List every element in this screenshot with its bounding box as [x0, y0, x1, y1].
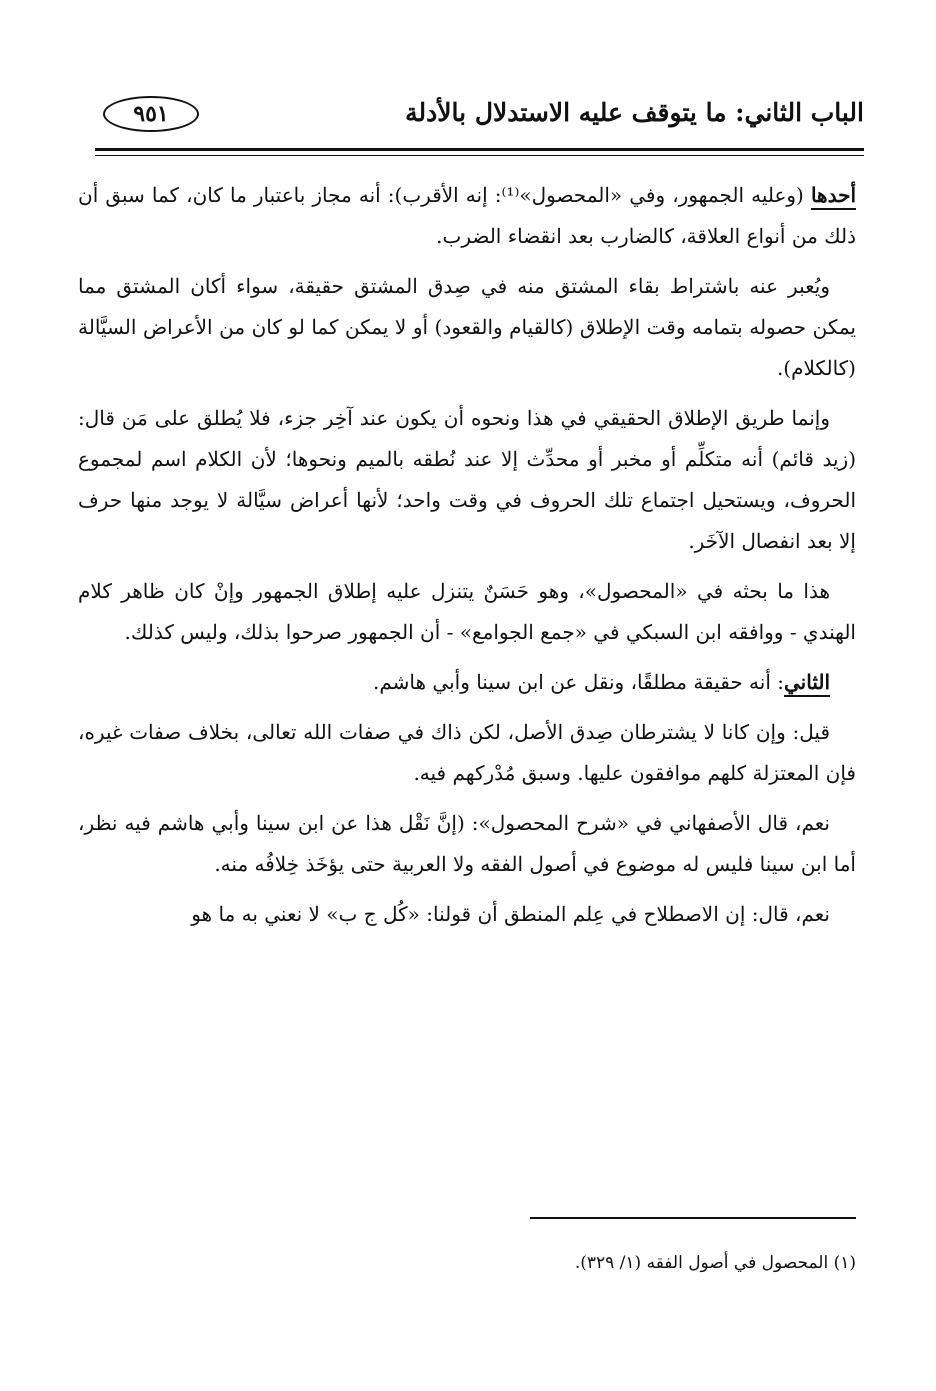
paragraph-6: [78, 712, 856, 794]
paragraph-text: ويُعبر عنه باشتراط بقاء المشتق منه في صِدق المشتق حقيقة، سواء أكان المشتق مما يمكن حصوله بتمامه وقت الإطلاق (كالقيام والقعود) أو لا يمكن كما لو كان من الأعراض السيَّالة (كالكلام).: [78, 274, 856, 380]
paragraph-text: : أنه حقيقة مطلقًا، ونقل عن ابن سينا وأبي هاشم.: [372, 670, 784, 694]
paragraph-text: قيل: وإن كانا لا يشترطان صِدق الأصل، لكن ذاك في صفات الله تعالى، بخلاف صفات غيره، فإن المعتزلة كلهم موافقون عليها. وسبق مُدْركهم فيه.: [78, 720, 856, 785]
footnote-1: (١) المحصول في أصول الفقه (١/ ٣٢٩).: [574, 1253, 856, 1273]
paragraph-text: نعم، قال: إن الاصطلاح في عِلم المنطق أن قولنا: «كُل ج ب» لا نعني به ما هو: [191, 902, 830, 926]
paragraph-7: [78, 803, 856, 885]
paragraph-4: [78, 571, 856, 653]
paragraph-3: [78, 398, 856, 562]
paragraph-1: [78, 175, 856, 257]
running-title: الباب الثاني: ما يتوقف عليه الاستدلال بالأدلة: [405, 98, 864, 127]
page-number-badge: ٩٥١: [103, 96, 199, 132]
paragraph-5: [78, 662, 856, 703]
term-first: أحدها: [811, 183, 856, 210]
paragraph-text: (وعليه الجمهور، وفي «المحصول»⁽¹⁾: إنه الأقرب): أنه مجاز باعتبار ما كان، كما سبق أن ذلك من أنواع العلاقة، كالضارب بعد انقضاء الضرب.: [78, 183, 856, 248]
page-header: [95, 92, 864, 150]
paragraph-text: هذا ما بحثه في «المحصول»، وهو حَسَنٌ يتنزل عليه إطلاق الجمهور وإنْ كان ظاهر كلام الهندي - ووافقه ابن السبكي في «جمع الجوامع» - أن الجمهور صرحوا بذلك، وليس كذلك.: [78, 579, 856, 644]
paragraph-2: [78, 266, 856, 389]
paragraph-text: نعم، قال الأصفهاني في «شرح المحصول»: (إنَّ نَقْل هذا عن ابن سينا وأبي هاشم فيه نظر، أما ابن سينا فليس له موضوع في أصول الفقه ولا العربية حتى يؤخَذ خِلافُه منه.: [78, 811, 856, 876]
footnote-separator: [530, 1217, 856, 1219]
paragraph-8: [78, 894, 856, 935]
term-second: الثاني: [784, 670, 830, 697]
header-rule-thin: [95, 155, 864, 156]
header-rule-thick: [95, 148, 864, 151]
main-text: [78, 175, 856, 944]
paragraph-text: وإنما طريق الإطلاق الحقيقي في هذا ونحوه أن يكون عند آخِر جزء، فلا يُطلق على مَن قال: (زيد قائم) أنه متكلِّم أو مخبر أو محدِّث إلا عند نُطقه بالميم ونحوها؛ لأن الكلام اسم لمجموع الحروف، ويستحيل اجتماع تلك الحروف في وقت واحد؛ لأنها أعراض سيَّالة لا يوجد منها حرف إلا بعد انفصال الآخَر.: [78, 406, 856, 553]
